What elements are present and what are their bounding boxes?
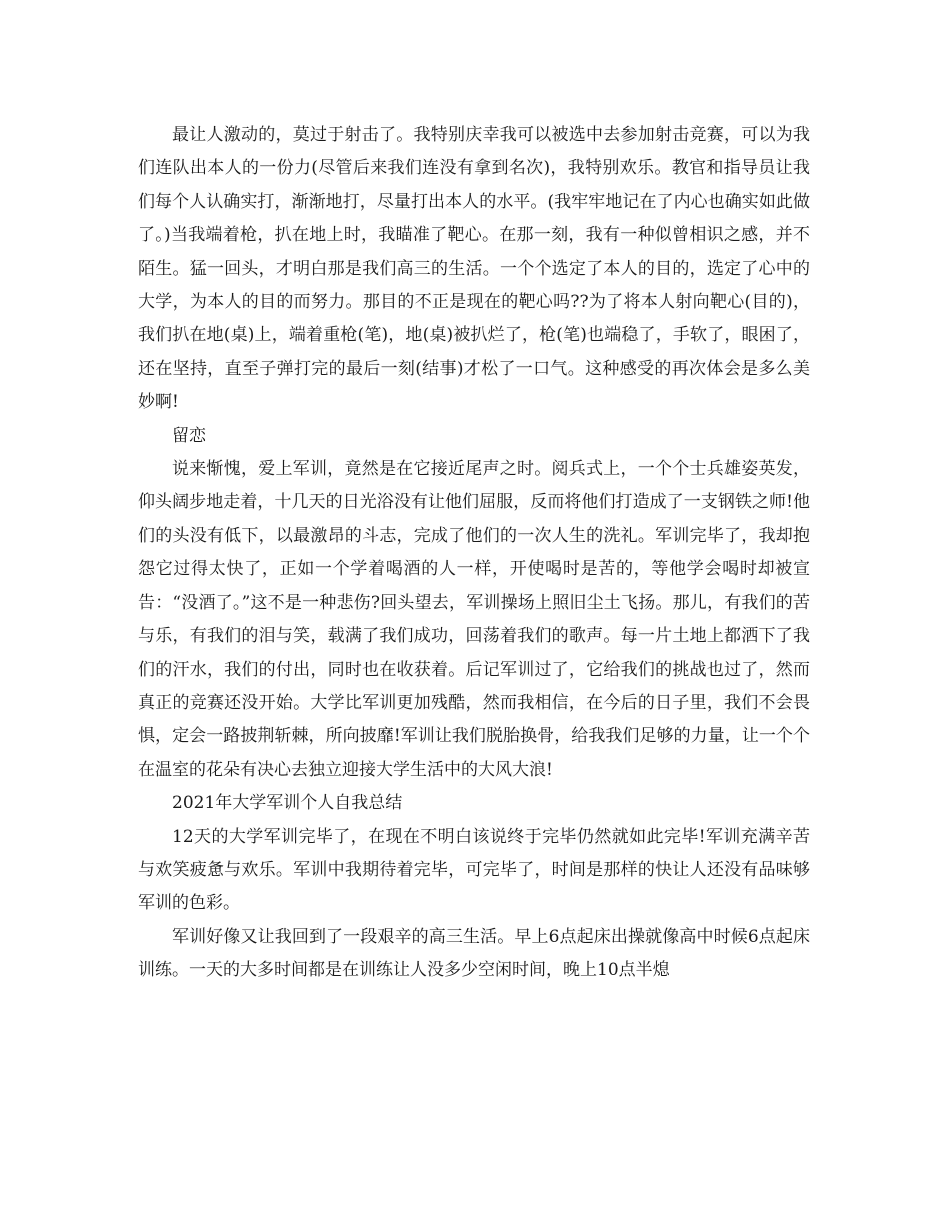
paragraph-twelve-days: 12天的大学军训完毕了，在现在不明白该说终于完毕仍然就如此完毕!军训充满辛苦与欢笑疲惫与欢乐。军训中我期待着完毕，可完毕了，时间是那样的快让人还没有品味够军训的色彩。 bbox=[138, 826, 810, 914]
paragraph-farewell: 说来惭愧，爱上军训，竟然是在它接近尾声之时。阅兵式上，一个个士兵雄姿英发，仰头阔步地走着，十几天的日光浴没有让他们屈服，反而将他们打造成了一支钢铁之师!他们的头没有低下，以最激昂的斗志，完成了他们的一次人生的洗礼。军训完毕了，我却抱怨它过得太快了，正如一个学着喝酒的人一样，开使喝时是苦的，等他学会喝时却被宣告：“没酒了。”这不是一种悲伤?回头望去，军训操场上照旧尘土飞扬。那儿，有我们的苦与乐，有我们的泪与笑，载满了我们成功，回荡着我们的歌声。每一片土地上都洒下了我们的汗水，我们的付出，同时也在收获着。后记军训过了，它给我们的挑战也过了，然而真正的竞赛还没开始。大学比军训更加残酷，然而我相信，在今后的日子里，我们不会畏惧，定会一路披荆斩棘，所向披靡!军训让我们脱胎换骨，给我我们足够的力量，让一个个在温室的花朵有决心去独立迎接大学生活中的大风大浪! bbox=[138, 459, 810, 780]
section-heading-summary-title: 2021年大学军训个人自我总结 bbox=[172, 793, 403, 814]
section-heading-liulian: 留恋 bbox=[172, 425, 206, 446]
paragraph-senior-year: 军训好像又让我回到了一段艰辛的高三生活。早上6点起床出操就像高中时候6点起床训练。一天的大多时间都是在训练让人没多少空闲时间，晚上10点半熄 bbox=[138, 926, 810, 981]
document-body bbox=[138, 119, 810, 988]
paragraph-shooting: 最让人激动的，莫过于射击了。我特别庆幸我可以被选中去参加射击竞赛，可以为我们连队出本人的一份力(尽管后来我们连没有拿到名次)，我特别欢乐。教官和指导员让我们每个人认确实打，渐渐地打，尽量打出本人的水平。(我牢牢地记在了内心也确实如此做了。)当我端着枪，扒在地上时，我瞄准了靶心。在那一刻，我有一种似曾相识之感，并不陌生。猛一回头，才明白那是我们高三的生活。一个个选定了本人的目的，选定了心中的大学，为本人的目的而努力。那目的不正是现在的靶心吗??为了将本人射向靶心(目的)，我们扒在地(桌)上，端着重枪(笔)，地(桌)被扒烂了，枪(笔)也端稳了，手软了，眼困了，还在坚持，直至子弹打完的最后一刻(结事)才松了一口气。这种感受的再次体会是多么美妙啊! bbox=[138, 125, 810, 413]
